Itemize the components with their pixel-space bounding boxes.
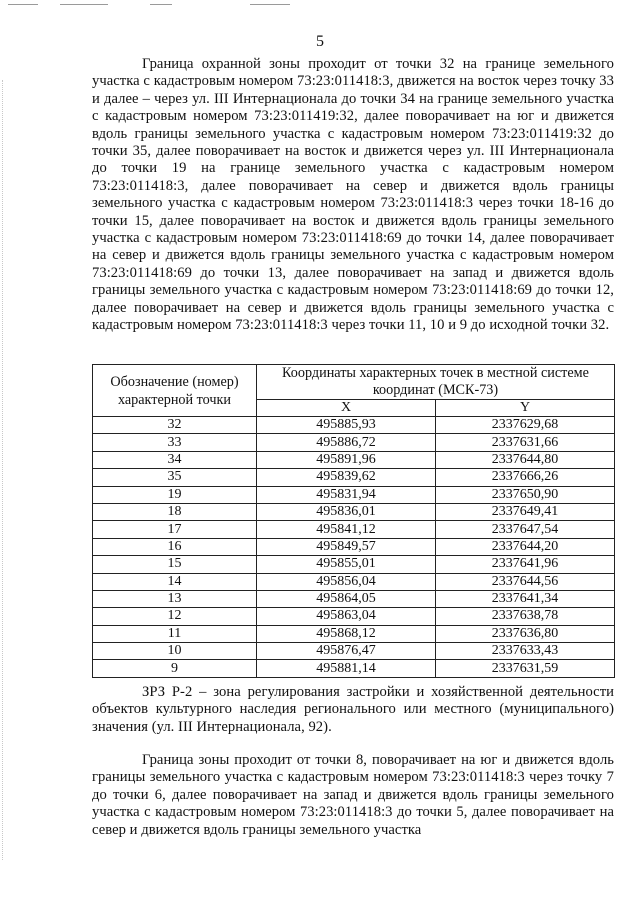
cell-y: 2337631,66 bbox=[436, 434, 615, 451]
table-row bbox=[93, 451, 615, 468]
table-row bbox=[93, 573, 615, 590]
header-point-designation: Обозначение (номер) характерной точки bbox=[93, 365, 257, 417]
cell-point: 32 bbox=[93, 417, 257, 434]
cell-point: 9 bbox=[93, 660, 257, 677]
cell-x: 495855,01 bbox=[257, 556, 436, 573]
cell-x: 495831,94 bbox=[257, 486, 436, 503]
table-row bbox=[93, 469, 615, 486]
cell-y: 2337636,80 bbox=[436, 625, 615, 642]
cell-y: 2337633,43 bbox=[436, 643, 615, 660]
scan-edge-left bbox=[2, 80, 5, 860]
cell-x: 495836,01 bbox=[257, 503, 436, 520]
cell-y: 2337647,54 bbox=[436, 521, 615, 538]
page-number: 5 bbox=[316, 33, 324, 50]
cell-x: 495864,05 bbox=[257, 590, 436, 607]
cell-x: 495891,96 bbox=[257, 451, 436, 468]
cell-point: 34 bbox=[93, 451, 257, 468]
cell-point: 13 bbox=[93, 590, 257, 607]
cell-x: 495881,14 bbox=[257, 660, 436, 677]
cell-y: 2337641,34 bbox=[436, 590, 615, 607]
cell-y: 2337644,20 bbox=[436, 538, 615, 555]
cell-y: 2337641,96 bbox=[436, 556, 615, 573]
cell-y: 2337631,59 bbox=[436, 660, 615, 677]
header-y: Y bbox=[436, 400, 615, 417]
table-row bbox=[93, 486, 615, 503]
cell-point: 11 bbox=[93, 625, 257, 642]
table-row bbox=[93, 434, 615, 451]
zone-boundary-text: Граница зоны проходит от точки 8, поворачивает на юг и движется вдоль границы земельного участка с кадастровым номером 73:23:011418:3 через точку 7 до точки 6, далее поворачивает на запад и движется вдоль границы земельного участка с кадастровым номером 73:23:011418:3 до точки 5, далее поворачивает на север и движется вдоль границы земельного участка bbox=[92, 752, 614, 838]
scan-edge-top bbox=[0, 2, 640, 8]
cell-y: 2337629,68 bbox=[436, 417, 615, 434]
cell-point: 15 bbox=[93, 556, 257, 573]
zrz-r2-definition-text: ЗРЗ Р-2 – зона регулирования застройки и хозяйственной деятельности объектов культурного наследия регионального или местного (муниципального) значения (ул. III Интернационала, 92). bbox=[92, 684, 614, 735]
table-row bbox=[93, 660, 615, 677]
cell-y: 2337644,80 bbox=[436, 451, 615, 468]
cell-point: 35 bbox=[93, 469, 257, 486]
table-row bbox=[93, 417, 615, 434]
cell-x: 495885,93 bbox=[257, 417, 436, 434]
cell-point: 33 bbox=[93, 434, 257, 451]
cell-point: 17 bbox=[93, 521, 257, 538]
cell-y: 2337650,90 bbox=[436, 486, 615, 503]
cell-point: 12 bbox=[93, 608, 257, 625]
cell-x: 495849,57 bbox=[257, 538, 436, 555]
cell-x: 495863,04 bbox=[257, 608, 436, 625]
coordinates-table bbox=[92, 364, 615, 678]
table-row bbox=[93, 608, 615, 625]
protection-zone-boundary-text: Граница охранной зоны проходит от точки 32 на границе земельного участка с кадастровым номером 73:23:011418:3, движется на восток через точку 33 и далее – через ул. III Интернационала до точки 34 на границе земельного участка с кадастровым номером 73:23:011419:32, далее поворачивает на юг и движется вдоль границы земельного участка с кадастровым номером 73:23:011419:32 до точки 35, далее поворачивает на восток и движется через ул. III Интернационала до точки 19 на границе земельного участка с кадастровым номером 73:23:011418:3, далее поворачивает на север и движется вдоль границы земельного участка с кадастровым номером 73:23:011418:3 через точки 18-16 до точки 15, далее поворачивает на восток и движется вдоль границы земельного участка с кадастровым номером 73:23:011418:69 до точки 14, далее поворачивает на север и движется вдоль границы земельного участка с кадастровым номером 73:23:011418:69 до точки 13, далее поворачивает на запад и движется вдоль границы земельного участка с кадастровым номером 73:23:011418:69 до точки 12, далее поворачивает на север и движется вдоль границы земельного участка с кадастровым номером 73:23:011418:3 через точки 11, 10 и 9 до исходной точки 32. bbox=[92, 56, 614, 334]
table-row bbox=[93, 538, 615, 555]
cell-x: 495856,04 bbox=[257, 573, 436, 590]
cell-x: 495876,47 bbox=[257, 643, 436, 660]
cell-point: 14 bbox=[93, 573, 257, 590]
cell-y: 2337666,26 bbox=[436, 469, 615, 486]
table-row bbox=[93, 521, 615, 538]
cell-x: 495886,72 bbox=[257, 434, 436, 451]
cell-x: 495868,12 bbox=[257, 625, 436, 642]
table-row bbox=[93, 643, 615, 660]
header-coordinates: Координаты характерных точек в местной системе координат (МСК-73) bbox=[257, 365, 615, 400]
cell-x: 495839,62 bbox=[257, 469, 436, 486]
header-x: X bbox=[257, 400, 436, 417]
cell-y: 2337638,78 bbox=[436, 608, 615, 625]
cell-point: 10 bbox=[93, 643, 257, 660]
table-row bbox=[93, 590, 615, 607]
cell-point: 18 bbox=[93, 503, 257, 520]
table-row bbox=[93, 556, 615, 573]
table-row bbox=[93, 625, 615, 642]
cell-y: 2337649,41 bbox=[436, 503, 615, 520]
table-row bbox=[93, 503, 615, 520]
cell-point: 16 bbox=[93, 538, 257, 555]
cell-y: 2337644,56 bbox=[436, 573, 615, 590]
cell-x: 495841,12 bbox=[257, 521, 436, 538]
cell-point: 19 bbox=[93, 486, 257, 503]
